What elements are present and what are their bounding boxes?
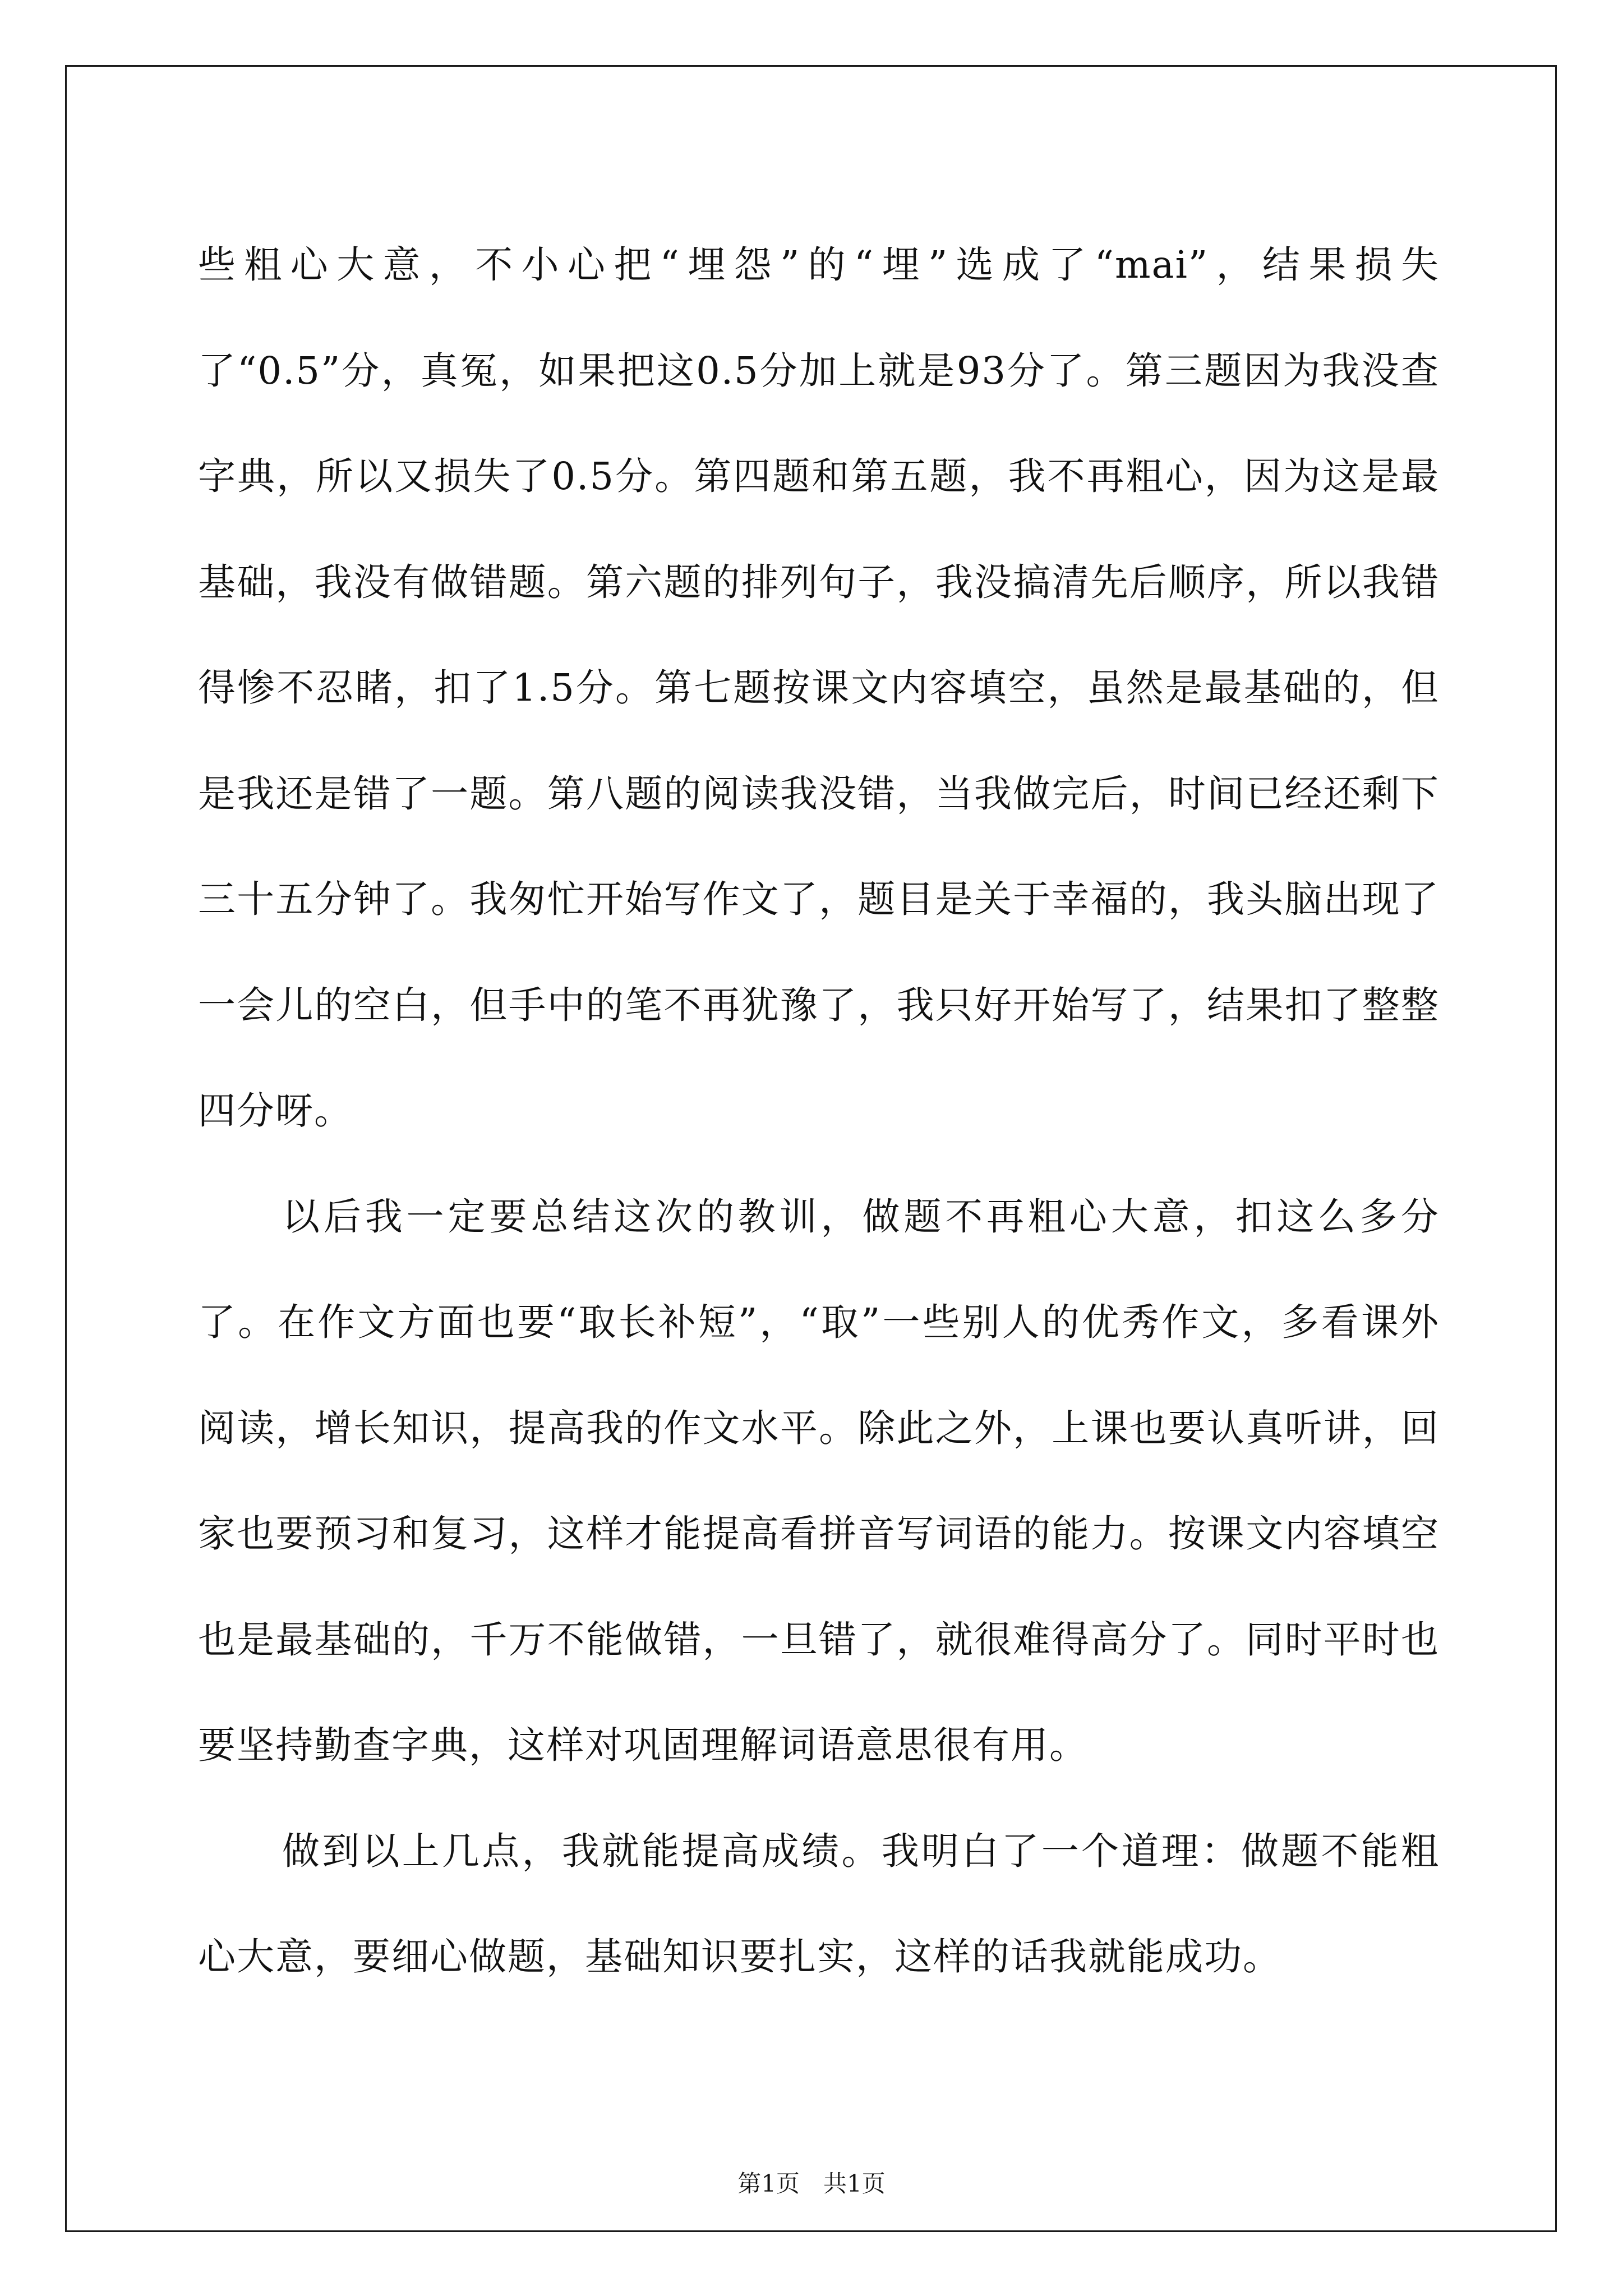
document-body [198,212,1440,2010]
paragraph-2: 以后我一定要总结这次的教训，做题不再粗心大意，扣这么多分了。在作文方面也要“取长补短”，“取”一些别人的优秀作文，多看课外阅读，增长知识，提高我的作文水平。除此之外，上课也要认真听讲，回家也要预习和复习，这样才能提高看拼音写词语的能力。按课文内容填空也是最基础的，千万不能做错，一旦错了，就很难得高分了。同时平时也要坚持勤查字典，这样对巩固理解词语意思很有用。 [198,1194,1440,1767]
page-footer: 第1页 共1页 [737,2170,886,2197]
paragraph-3: 做到以上几点，我就能提高成绩。我明白了一个道理：做题不能粗心大意，要细心做题，基础知识要扎实，这样的话我就能成功。 [198,1829,1440,1978]
paragraph-1: 些粗心大意，不小心把“埋怨”的“埋”选成了“mai”，结果损失了“0.5”分，真冤，如果把这0.5分加上就是93分了。第三题因为我没查字典，所以又损失了0.5分。第四题和第五题，我不再粗心，因为这是最基础，我没有做错题。第六题的排列句子，我没搞清先后顺序，所以我错得惨不忍睹，扣了1.5分。第七题按课文内容填空，虽然是最基础的，但是我还是错了一题。第八题的阅读我没错，当我做完后，时间已经还剩下三十五分钟了。我匆忙开始写作文了，题目是关于幸福的，我头脑出现了一会儿的空白，但手中的笔不再犹豫了，我只好开始写了，结果扣了整整四分呀。 [198,243,1440,1133]
